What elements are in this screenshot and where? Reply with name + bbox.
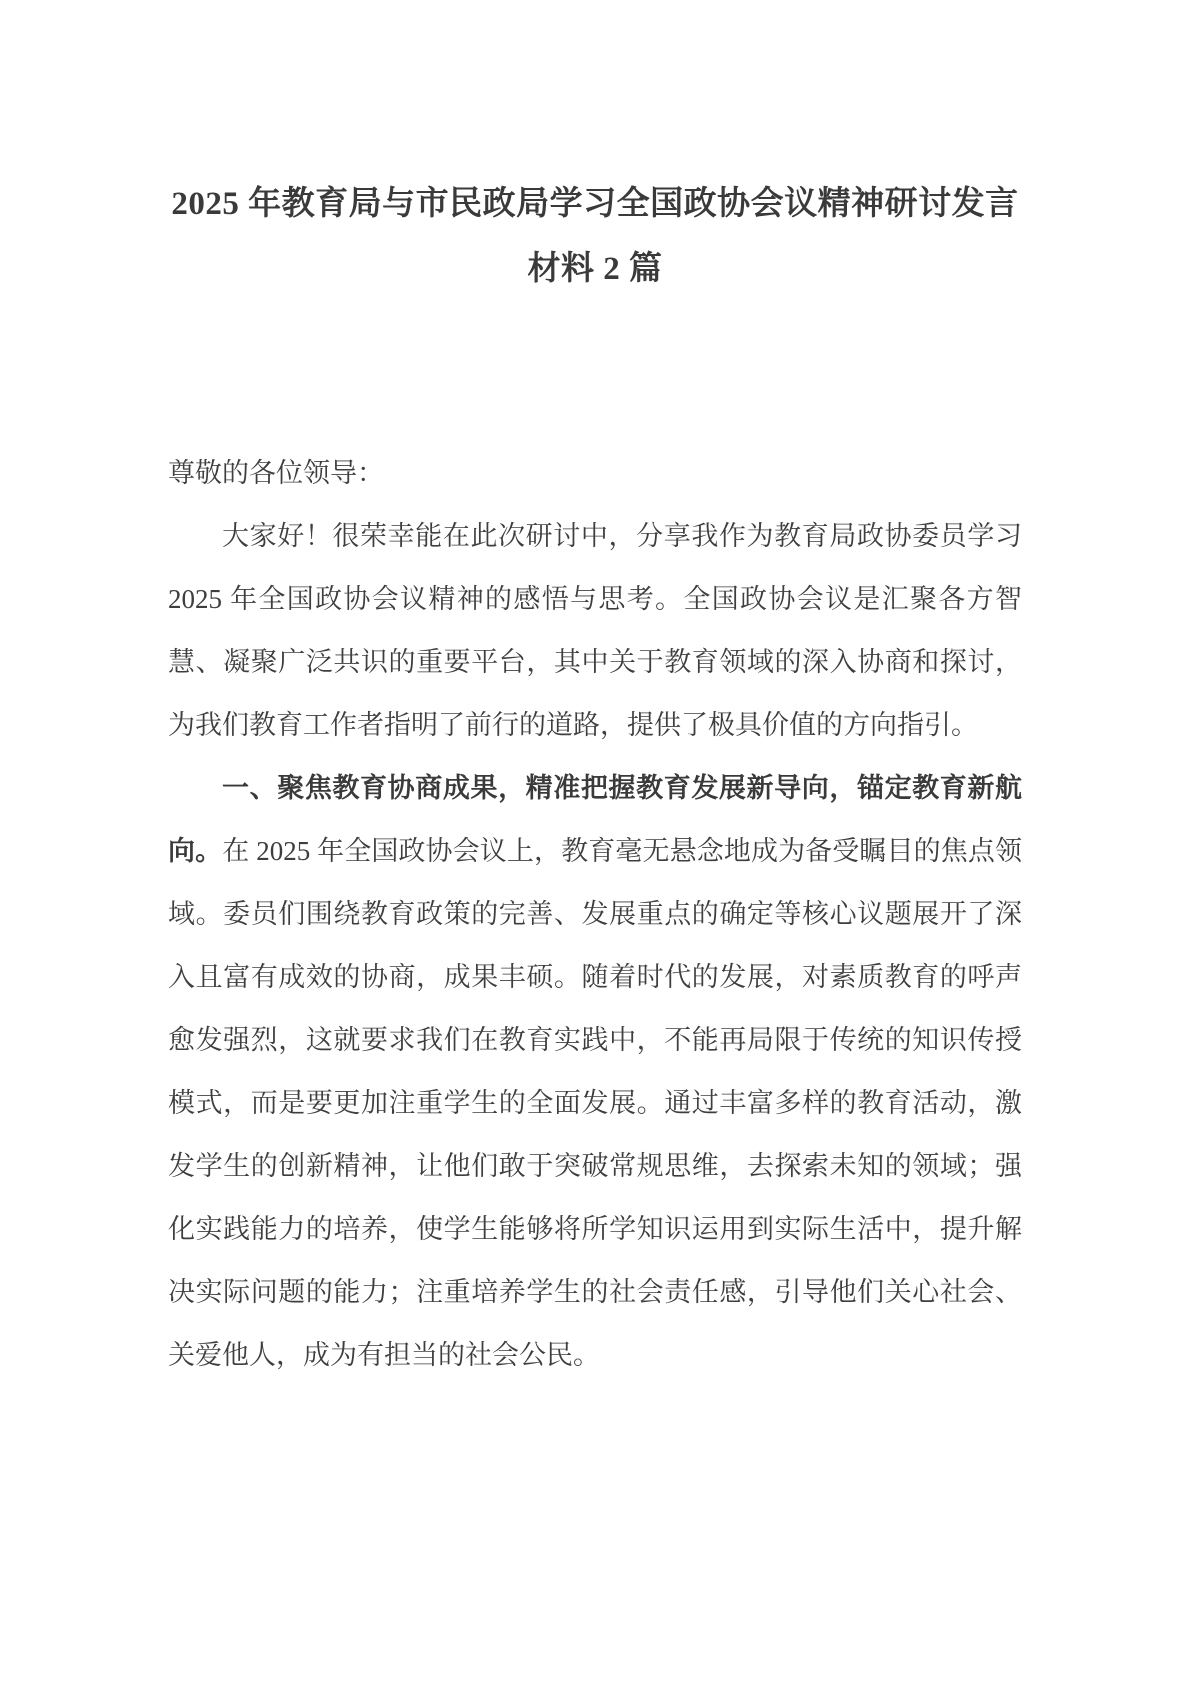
paragraph [168,757,1022,1387]
text-segment: 大家好！很荣幸能在此次研讨中，分享我作为教育局政协委员学习 2025 年全国政协会议精神的感悟与思考。全国政协会议是汇聚各方智慧、凝聚广泛共识的重要平台，其中关于教育领域的深入协商和探讨，为我们教育工作者指明了前行的道路，提供了极具价值的方向指引。 [168,521,1022,740]
document-body [168,442,1022,1387]
text-segment: 尊敬的各位领导： [168,458,384,488]
text-segment: 一、聚焦教育协商成果，精准把握教育发展新导向，锚定教育新航向。 [168,773,1022,866]
text-segment: 在 2025 年全国政协会议上，教育毫无悬念地成为备受瞩目的焦点领域。委员们围绕教育政策的完善、发展重点的确定等核心议题展开了深入且富有成效的协商，成果丰硕。随着时代的发展，对素质教育的呼声愈发强烈，这就要求我们在教育实践中，不能再局限于传统的知识传授模式，而是要更加注重学生的全面发展。通过丰富多样的教育活动，激发学生的创新精神，让他们敢于突破常规思维，去探索未知的领域；强化实践能力的培养，使学生能够将所学知识运用到实际生活中，提升解决实际问题的能力；注重培养学生的社会责任感，引导他们关心社会、关爱他人，成为有担当的社会公民。 [168,836,1022,1370]
paragraph [168,505,1022,757]
paragraph [168,442,1022,505]
document-title: 2025 年教育局与市民政局学习全国政协会议精神研讨发言材料 2 篇 [171,186,1019,287]
